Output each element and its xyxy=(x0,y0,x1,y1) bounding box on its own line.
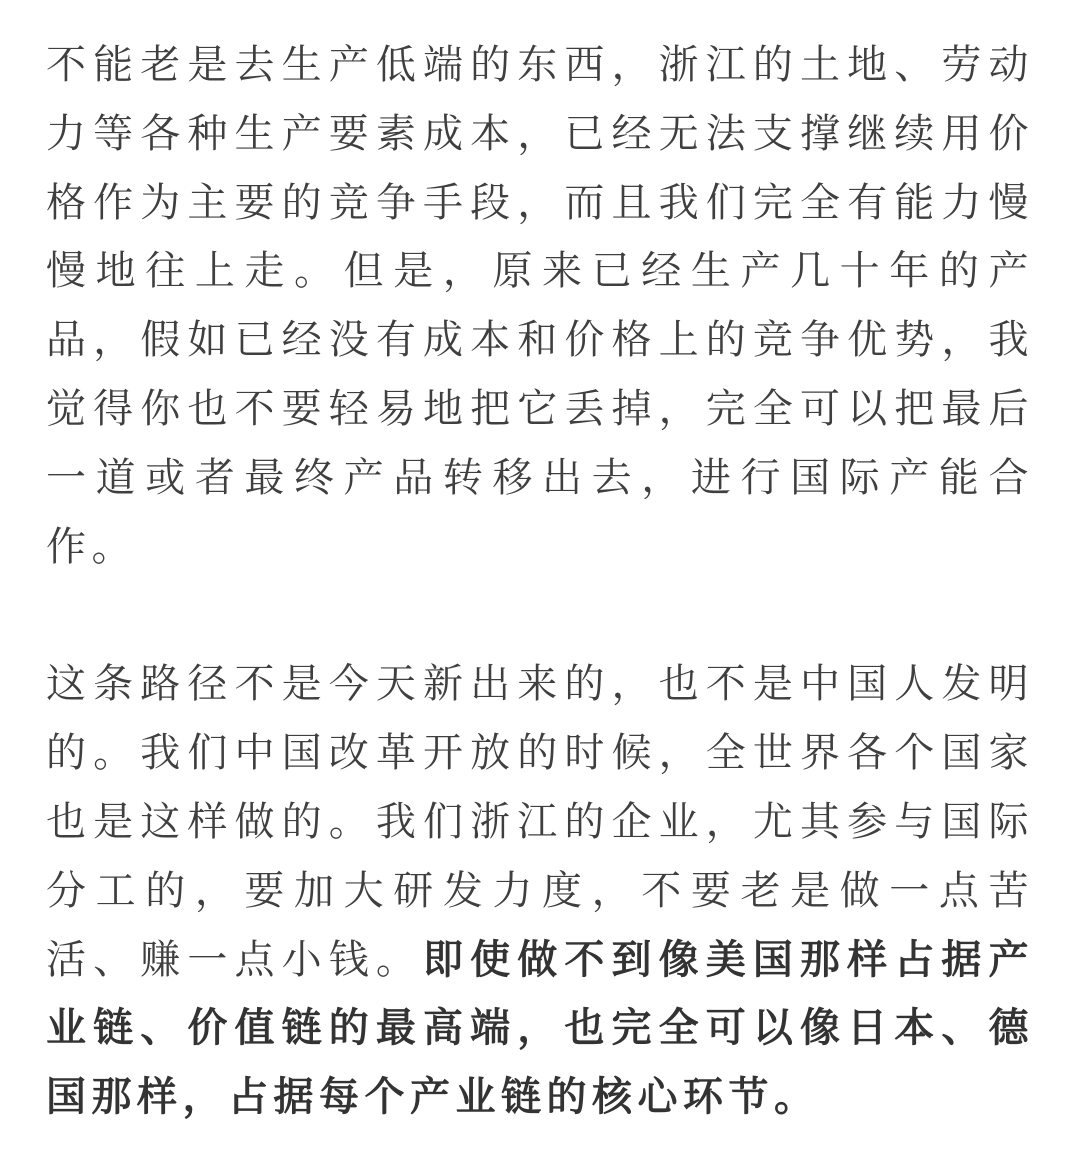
paragraph-2-text: 这条路径不是今天新出来的，也不是中国人发明的。我们中国改革开放的时候，全世界各个国家也是这样做的。我们浙江的企业，尤其参与国际分工的，要加大研发力度，不要老是做一点苦活、赚一点小钱。 xyxy=(46,661,1034,983)
paragraph-2 xyxy=(46,650,1034,1132)
paragraph-2-bold-text: 即使做不到像美国那样占据产业链、价值链的最高端，也完全可以像日本、德国那样，占据每个产业链的核心环节。 xyxy=(46,936,1034,1121)
paragraph-1: 不能老是去生产低端的东西，浙江的土地、劳动力等各种生产要素成本，已经无法支撑继续用价格作为主要的竞争手段，而且我们完全有能力慢慢地往上走。但是，原来已经生产几十年的产品，假如已经没有成本和价格上的竞争优势，我觉得你也不要轻易地把它丢掉，完全可以把最后一道或者最终产品转移出去，进行国际产能合作。 xyxy=(46,42,1034,570)
article-body xyxy=(46,31,1034,1132)
